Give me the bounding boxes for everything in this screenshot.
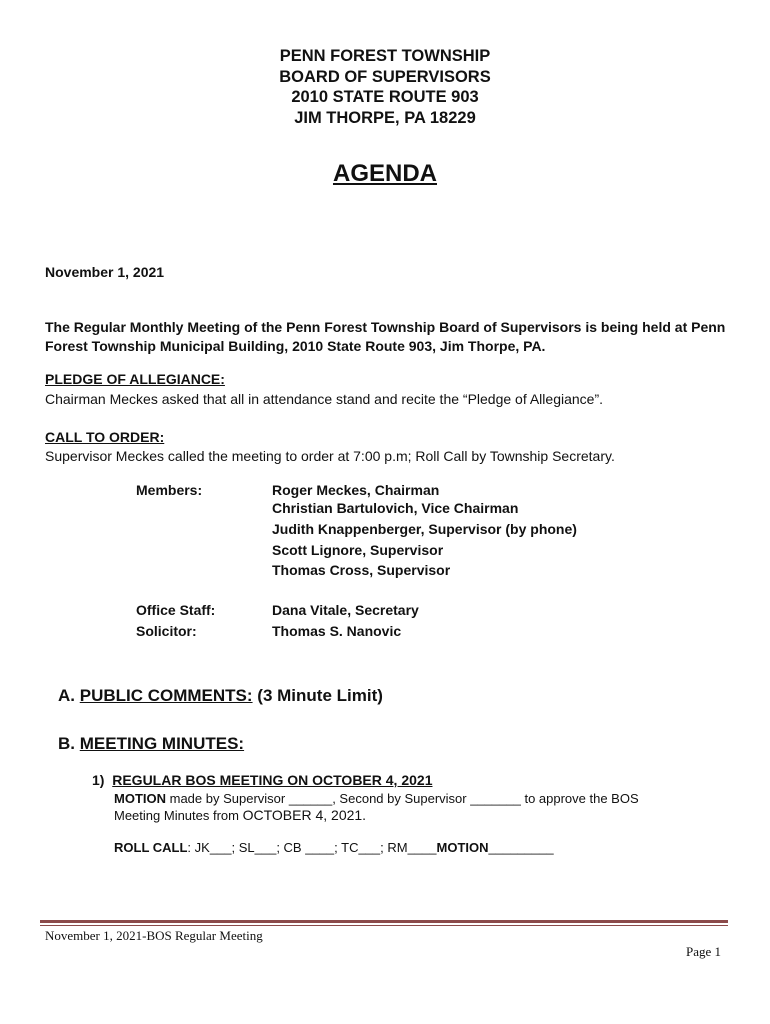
page-title: AGENDA	[332, 160, 437, 187]
solicitor-label: Solicitor:	[136, 623, 197, 639]
call-to-order-heading: CALL TO ORDER:	[45, 429, 165, 445]
motion-date: OCTOBER 4, 2021.	[242, 807, 367, 823]
motion-label: MOTION	[114, 791, 166, 806]
member-item: Judith Knappenberger, Supervisor (by phone)	[272, 521, 577, 537]
member-item: Roger Meckes, Chairman	[272, 482, 440, 498]
page-number: Page 1	[686, 944, 722, 959]
pledge-heading: PLEDGE OF ALLEGIANCE:	[45, 371, 225, 387]
pledge-text: Chairman Meckes asked that all in attendance stand and recite the “Pledge of Allegiance”.	[45, 391, 603, 407]
member-item: Scott Lignore, Supervisor	[272, 542, 444, 558]
motion-text: made by Supervisor ______, Second by Supervisor _______ to approve the BOS	[166, 791, 639, 806]
call-to-order-text: Supervisor Meckes called the meeting to order at 7:00 p.m; Roll Call by Township Secretary.	[45, 448, 615, 464]
roll-call-text: : JK___; SL___; CB ____; TC___; RM____	[187, 840, 437, 855]
header-address: 2010 STATE ROUTE 903	[291, 88, 479, 106]
office-staff-name: Dana Vitale, Secretary	[272, 602, 419, 618]
motion-text-2: Meeting Minutes from	[114, 808, 243, 823]
roll-call-line	[114, 840, 554, 855]
header-board: BOARD OF SUPERVISORS	[279, 67, 491, 86]
members-label: Members:	[136, 482, 203, 498]
header-city: JIM THORPE, PA 18229	[294, 108, 476, 127]
roll-call-end: _________	[488, 840, 554, 855]
section-b-heading	[58, 734, 244, 754]
roll-call-motion: MOTION	[436, 840, 489, 855]
document-header	[0, 46, 770, 128]
motion-line	[114, 791, 639, 806]
motion-line-2	[114, 807, 366, 823]
section-b-title: MEETING MINUTES:	[79, 734, 245, 753]
office-staff-label: Office Staff:	[136, 602, 216, 618]
intro-paragraph: The Regular Monthly Meeting of the Penn Forest Township Board of Supervisors is being held at Penn Forest Township Municipal Building, 2010 State Route 903, Jim Thorpe, PA.	[45, 319, 726, 354]
section-a-title: PUBLIC COMMENTS:	[79, 686, 253, 705]
member-item: Christian Bartulovich, Vice Chairman	[272, 500, 519, 516]
footer-divider	[40, 920, 728, 923]
section-b-letter: B.	[58, 734, 75, 753]
section-a-letter: A.	[58, 686, 75, 705]
solicitor-name: Thomas S. Nanovic	[272, 623, 402, 639]
roll-call-label: ROLL CALL	[114, 840, 188, 855]
minutes-item-heading	[92, 772, 432, 788]
member-item: Thomas Cross, Supervisor	[272, 562, 451, 578]
section-a-note: (3 Minute Limit)	[257, 686, 383, 705]
minutes-item-title: REGULAR BOS MEETING ON OCTOBER 4, 2021	[112, 772, 433, 788]
footer-divider-thin	[40, 925, 728, 926]
meeting-date: November 1, 2021	[45, 264, 165, 280]
header-township: PENN FOREST TOWNSHIP	[279, 47, 491, 65]
footer-meeting-label: November 1, 2021-BOS Regular Meeting	[45, 928, 263, 943]
section-a-heading	[58, 686, 383, 706]
minutes-item-number: 1)	[92, 772, 105, 788]
